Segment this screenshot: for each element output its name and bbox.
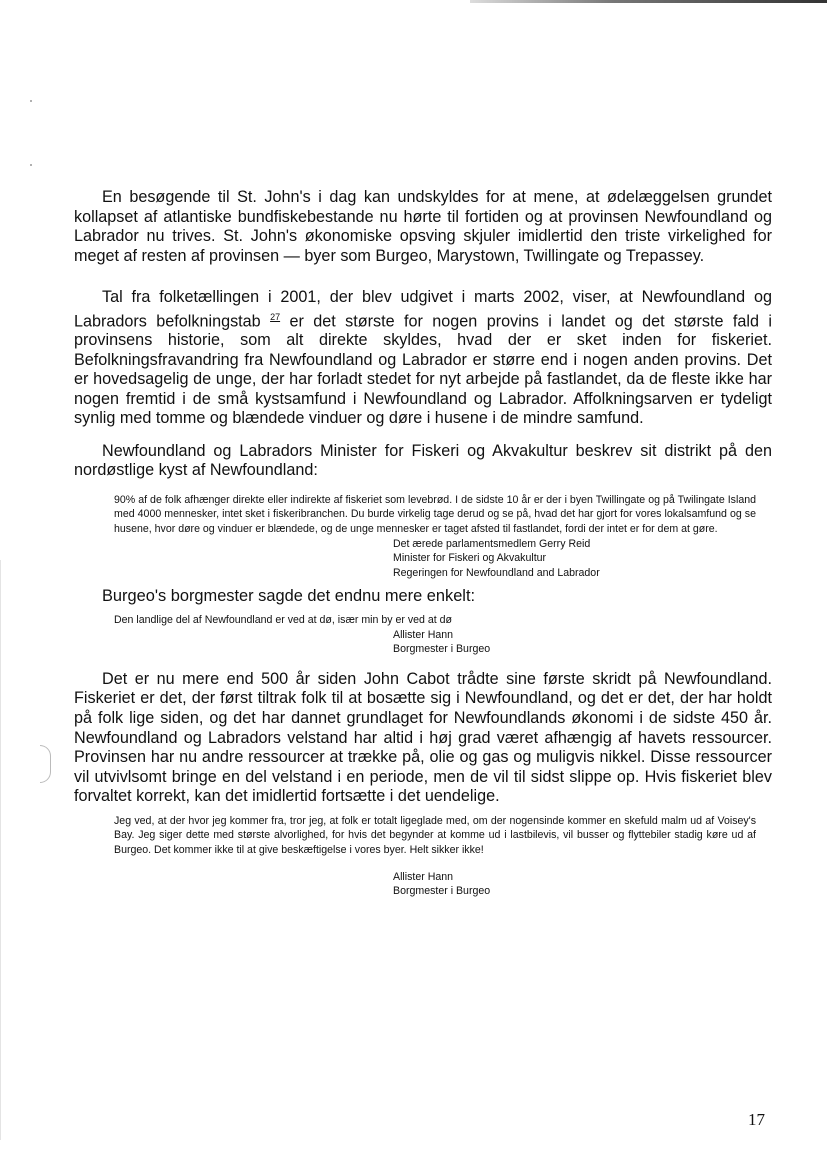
paragraph-mayor-intro: Burgeo's borgmester sagde det endnu mere enkelt: [102, 587, 476, 606]
footnote-ref[interactable]: 27 [270, 311, 281, 322]
quote-attribution-name: Allister Hann [393, 628, 454, 641]
scan-specks [30, 100, 34, 170]
census-text-end: er det største for nogen provins i landet og det største fald i provinsens historie, som alt direkte skyldes, hvad der er sket inden for fiskeriet. Befolkningsfravandring fra Newfoundland og Labrador er større end i nogen anden provins. Det er hovedsagelig de unge, der har forladt stedet for nyt arbejde på fastlandet, da de fleste ikke har nogen fremtid i de små kystsamfund i Newfoundland og Labrador. Affolkningsarven er tydeligt synlig med tomme og blændede vinduer og døre i husene i de mindre samfund. [74, 311, 772, 428]
quote-attribution-role: Borgmester i Burgeo [393, 643, 491, 656]
scan-top-rule [470, 0, 827, 3]
quote-text: Den landlige del af Newfoundland er ved at dø, især min by er ved at dø [114, 613, 453, 626]
quote-mayor-short [114, 613, 756, 657]
page-number: 17 [748, 1110, 765, 1129]
paragraph-minister-intro: Newfoundland og Labradors Minister for Fiskeri og Akvakultur beskrev sit distrikt på den nordøstlige kyst af Newfoundland: [74, 441, 772, 480]
quote-attribution-name: Allister Hann [393, 870, 454, 883]
paragraph-census [74, 288, 772, 429]
quote-text: Jeg ved, at der hvor jeg kommer fra, tror jeg, at folk er totalt ligeglade med, om der nogensinde kommer en skefuld malm ud af Voisey's Bay. Jeg siger dette med største alvorlighed, for hvis det begynder at komme ud i lastbilevis, vil busser og flyttebiler stadig køre ud af Burgeo. Det kommer ikke til at give beskæftigelse i vores byer. Helt sikker ikke! [114, 814, 756, 857]
quote-minister [114, 493, 756, 581]
quote-text: 90% af de folk afhænger direkte eller indirekte af fiskeriet som levebrød. I de sidste 10 år er der i byen Twillingate og på Twilingate Island med 4000 mennesker, intet sket i fiskeribranchen. Du burde virkelig tage derud og se på, hvad det har gjort for vores lokalsamfund og se husene, hvor døre og vinduer er blændede, og de unge mennesker er taget afsted til fastlandet, fordi der intet er for dem at gøre. [114, 493, 756, 536]
scan-punch-mark [40, 745, 51, 783]
paragraph-visitor: En besøgende til St. John's i dag kan undskyldes for at mene, at ødelæggelsen grundet kollapset af atlantiske bundfiskebestande nu hørte til fortiden og at provinsen Newfoundland og Labrador nu trives. St. John's økonomiske opsving skjuler imidlertid den triste virkelighed for meget af resten af provinsen — byer som Burgeo, Marystown, Twillingate og Trepassey. [74, 188, 772, 265]
quote-attribution-role: Minister for Fiskeri og Akvakultur [393, 552, 547, 565]
paragraph-history: Det er nu mere end 500 år siden John Cabot trådte sine første skridt på Newfoundland. Fiskeriet er det, der først tiltrak folk til at bosætte sig i Newfoundland, og det er det, der har holdt på folk lige siden, og det har dannet grundlaget for Newfoundlands økonomi i de sidste 450 år. Newfoundland og Labradors velstand har altid i høj grad været afhængig af havets ressourcer. Provinsen har nu andre ressourcer at trække på, olie og gas og muligvis nikkel. Disse ressourcer vil utvivlsomt bringe en del velstand i en periode, men de vil til sidst slippe op. Hvis fiskeriet blev forvaltet korrekt, kan det imidlertid fortsætte i det uendelige. [74, 669, 772, 806]
quote-attribution-role: Borgmester i Burgeo [393, 885, 491, 898]
page-body [74, 188, 772, 899]
quote-mayor-long [114, 814, 756, 899]
quote-attribution-name: Det ærede parlamentsmedlem Gerry Reid [393, 537, 591, 550]
quote-attribution-org: Regeringen for Newfoundland and Labrador [393, 566, 600, 579]
scan-edge-line [0, 560, 1, 1140]
census-text-start: Tal fra folketællingen i 2001, der blev udgivet i marts 2002, viser, at Newfoundland og Labradors befolkningstab [74, 288, 772, 330]
